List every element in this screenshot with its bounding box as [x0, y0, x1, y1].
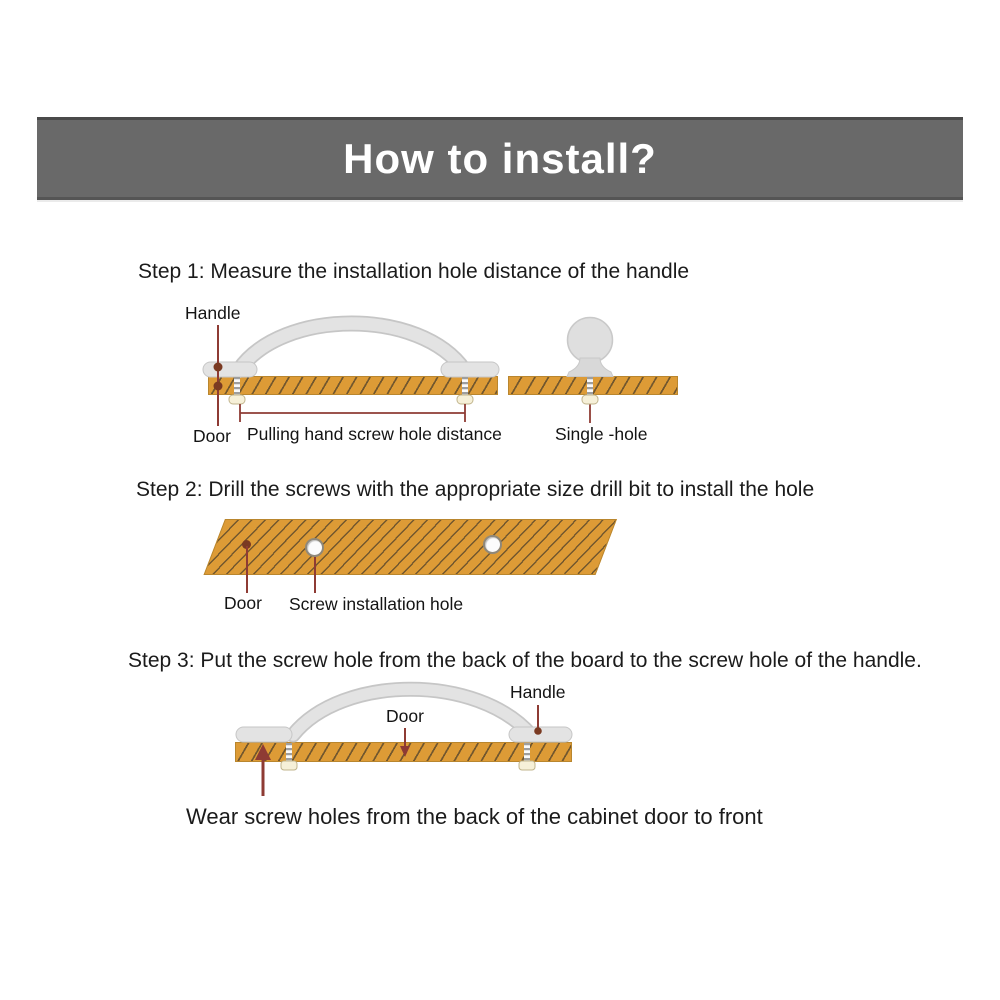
knob-base: [567, 358, 613, 377]
step2-screw-hole-pointer-line: [314, 557, 316, 593]
step3-handle-pointer-dot: [534, 727, 542, 735]
knob-ball: [568, 318, 613, 363]
step2-screw-hole-label: Screw installation hole: [289, 594, 464, 614]
step3-up-arrowhead-icon: [255, 744, 271, 760]
step2-heading: Step 2: Drill the screws with the appropriate size drill bit to install the hole: [136, 478, 815, 501]
step3-handle-label: Handle: [510, 682, 566, 702]
step2-door-pointer-line: [246, 546, 248, 593]
step1-single-hole-label: Single -hole: [555, 424, 648, 444]
title-banner: [37, 117, 963, 200]
step3-door-pointer-arrowhead-icon: [400, 746, 410, 757]
handle-right-foot: [441, 362, 499, 377]
screw-left-head: [229, 395, 245, 404]
handle-left-foot: [236, 727, 292, 742]
step2-door-board: [204, 519, 617, 575]
step1-heading: Step 1: Measure the installation hole distance of the handle: [138, 260, 690, 283]
step1-handle-label: Handle: [185, 303, 241, 323]
handle-left-foot: [203, 362, 257, 377]
screw-hole-right: [483, 535, 502, 554]
screw-hole-left: [305, 538, 324, 557]
handle-pointer-dot: [214, 363, 223, 372]
screw-left-head: [281, 761, 297, 770]
page-title: How to install?: [343, 134, 657, 182]
step1-distance-label: Pulling hand screw hole distance: [247, 424, 502, 444]
step1-door-label: Door: [193, 426, 231, 446]
step2-door-label: Door: [224, 593, 262, 613]
screw-right-head: [457, 395, 473, 404]
step3-caption: Wear screw holes from the back of the cabinet door to front: [186, 804, 763, 829]
step3-door-label: Door: [386, 706, 424, 726]
door-pointer-dot: [214, 382, 223, 391]
screw-right-head: [519, 761, 535, 770]
knob-screw-head: [582, 395, 598, 404]
step3-heading: Step 3: Put the screw hole from the back of the board to the screw hole of the handle.: [128, 649, 922, 672]
